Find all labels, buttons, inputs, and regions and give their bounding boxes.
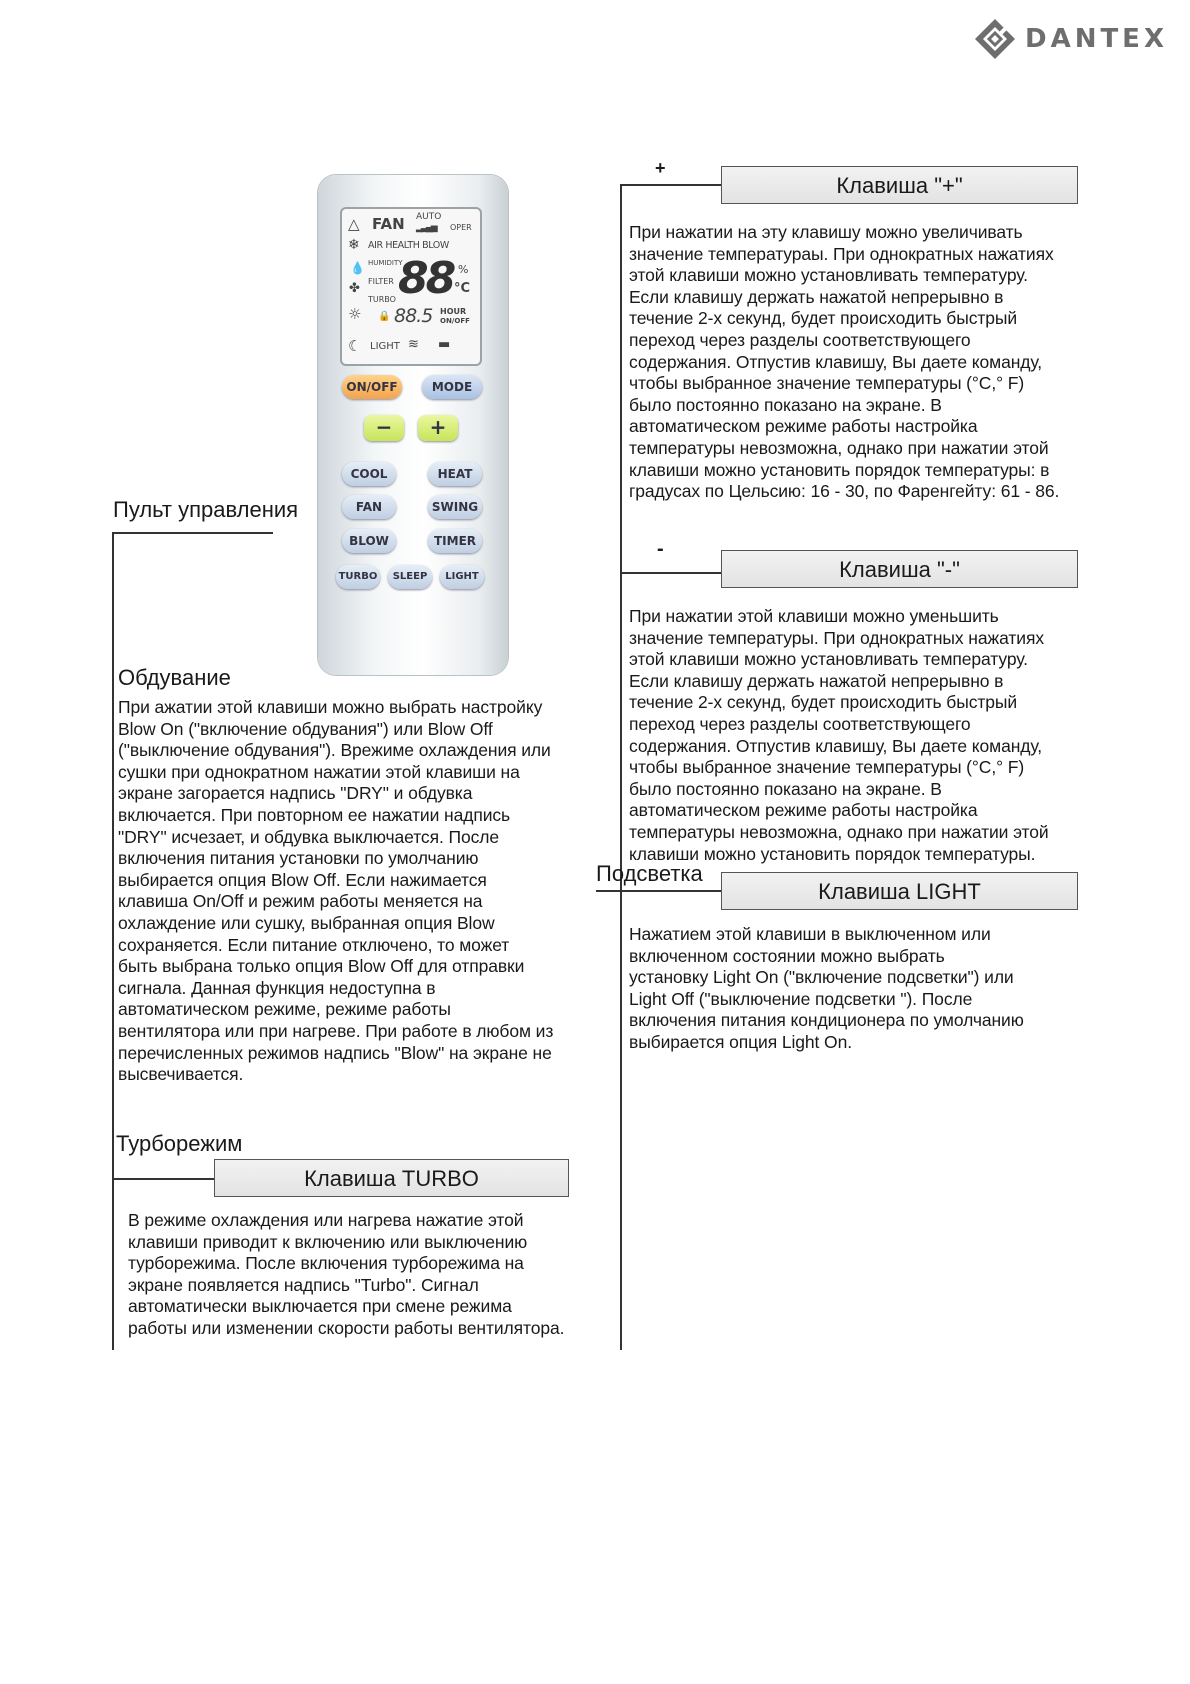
light-heading: Подсветка	[596, 861, 703, 886]
minus-text	[629, 606, 1099, 865]
lcd-fan: FAN	[372, 215, 405, 233]
text-line: включения питания кондиционера по умолчанию	[629, 1010, 1024, 1031]
lcd-timer: 88.5	[394, 305, 433, 327]
text-line: перечисленных режимов надпись "Blow" на экране не	[118, 1042, 552, 1063]
plus-symbol: +	[655, 158, 666, 178]
text-line: включения питания установки по умолчанию	[118, 848, 479, 869]
lock-icon: 🔒	[378, 311, 391, 322]
remote-swing-button[interactable]: SWING	[428, 495, 482, 519]
lcd-auto: AUTO	[416, 212, 442, 222]
text-line: ("выключение обдувания"). Врежиме охлаждения или	[118, 740, 551, 761]
text-line: чтобы выбранное значение температуры (°C,° F)	[629, 757, 1025, 778]
lcd-percent: %	[458, 263, 469, 276]
remote-label-leader	[113, 532, 273, 534]
remote-fan-button[interactable]: FAN	[342, 495, 396, 519]
turbo-leader	[113, 1178, 215, 1180]
text-line: установку Light On ("включение подсветки") или	[629, 967, 1014, 988]
text-line: значение температуры. При однократных нажатиях	[629, 627, 1044, 648]
fan-blades-icon: ✤	[349, 281, 360, 296]
lcd-oper: OPER	[450, 223, 472, 232]
text-line: этой клавиши можно устанoвливать температуру.	[629, 265, 1028, 286]
text-line: было постоянно показано на экране. В	[629, 778, 942, 799]
left-connector-line	[112, 532, 114, 1350]
text-line: турборежима. После включения турборежима на	[128, 1253, 524, 1274]
text-line: высвечивается.	[118, 1064, 244, 1085]
text-line: клавиши можно установить порядок температуры: в	[629, 459, 1050, 480]
remote-control-image	[318, 175, 508, 675]
heat-sun-icon: ☼	[348, 305, 362, 323]
dantex-logo-icon	[973, 17, 1017, 61]
turbo-text	[128, 1210, 608, 1340]
lcd-hour: HOUR	[440, 307, 467, 316]
text-line: работы или изменении скорости работы вентилятора.	[128, 1317, 565, 1338]
text-line: клавиша On/Off и режим работы меняется на	[118, 891, 483, 912]
remote-cool-button[interactable]: COOL	[342, 462, 396, 486]
remote-light-button[interactable]: LIGHT	[440, 565, 484, 589]
text-line: течение 2-х секунд, будет происходить быстрый	[629, 692, 1018, 713]
text-line: Blow On ("включение обдувания") или Blow Off	[118, 718, 493, 739]
remote-sleep-button[interactable]: SLEEP	[388, 565, 432, 589]
plus-text	[629, 222, 1099, 503]
remote-timer-button[interactable]: TIMER	[428, 529, 482, 553]
text-line: Light Off ("выключение подсветки "). После	[629, 988, 973, 1009]
light-key-label: Клавиша LIGHT	[721, 872, 1078, 910]
minus-symbol: -	[657, 538, 664, 560]
text-line: выбирается опция Blow Off. Если нажимается	[118, 869, 487, 890]
text-line: значение температурaы. При однократных нажатиях	[629, 243, 1054, 264]
text-line: В режиме охлаждения или нагрева нажатие этой	[128, 1210, 524, 1230]
cool-snowflake-icon: ❄	[348, 237, 360, 253]
remote-label: Пульт управления	[113, 497, 299, 522]
lcd-air-health-blow: AIR HEALTH BLOW	[368, 240, 449, 251]
lcd-celsius: °C	[454, 281, 471, 296]
lcd-humidity: HUMIDITY	[368, 259, 403, 267]
remote-mode-button[interactable]: MODE	[422, 375, 482, 399]
turbo-heading: Турборежим	[116, 1131, 243, 1156]
text-line: При нажатии на эту клавишу можно увеличивать	[629, 222, 1023, 242]
minus-leader	[620, 572, 722, 574]
louver-icon: ▬	[438, 337, 451, 352]
plus-key-label: Клавиша "+"	[721, 166, 1078, 204]
text-line: чтобы выбранное значение температуры (°C,° F)	[629, 373, 1025, 394]
light-text	[629, 924, 1099, 1054]
lcd-turbo: TURBO	[368, 295, 396, 304]
text-line: содержания. Отпустив клавишу, Вы даете команду,	[629, 735, 1043, 756]
lcd-filter: FILTER	[368, 277, 394, 286]
text-line: этой клавиши можно устанoвливать температуру.	[629, 649, 1028, 670]
minus-key-label: Клавиша "-"	[721, 550, 1078, 588]
sleep-moon-icon: ☾	[348, 337, 362, 355]
remote-blow-button[interactable]: BLOW	[342, 529, 396, 553]
text-line: экране появляется надпись "Turbo". Сигнал	[128, 1274, 479, 1295]
light-leader	[596, 890, 722, 892]
text-line: градусах по Цельсию: 16 - 30, по Фаренгейту: 61 - 86.	[629, 481, 1060, 502]
swing-icon: ≋	[408, 337, 419, 352]
text-line: При нажатии этой клавиши можно уменьшить	[629, 606, 999, 626]
text-line: температуры невозможна, однако при нажатии этой	[629, 821, 1049, 842]
text-line: сигнала. Данная функция недоступна в	[118, 977, 436, 998]
remote-turbo-button[interactable]: TURBO	[336, 565, 380, 589]
text-line: Если клавишу держать нажатой непрерывно в	[629, 286, 1004, 307]
text-line: клавиши приводит к включению или выключению	[128, 1231, 528, 1252]
text-line: экране загорается надпись "DRY" и обдувка	[118, 783, 473, 804]
text-line: охлаждение или сушку, выбранная опция Blow	[118, 912, 495, 933]
text-line: сушки при однократном нажатии этой клавиши на	[118, 761, 520, 782]
lcd-onoff: ON/OFF	[440, 317, 470, 325]
text-line: выбирается опция Light On.	[629, 1031, 852, 1052]
lcd-digits: 88	[398, 253, 454, 304]
text-line: температуры невозможна, однако при нажатии этой	[629, 437, 1049, 458]
plus-leader	[620, 184, 722, 186]
lcd-light: LIGHT	[370, 341, 400, 352]
mode-auto-icon: △	[348, 215, 360, 233]
text-line: При ажатии этой клавиши можно выбрать настройку	[118, 697, 543, 717]
fan-speed-bars-icon: ▂▃▄▅	[416, 223, 436, 233]
text-line: сохраняется. Если питание отключено, то может	[118, 934, 510, 955]
text-line: автоматически выключается при смене режима	[128, 1296, 512, 1317]
remote-lcd	[340, 207, 482, 366]
text-line: клавиши можно установить порядок температуры.	[629, 843, 1036, 864]
text-line: быть выбрана только опция Blow Off для отправки	[118, 956, 525, 977]
turbo-key-label: Клавиша TURBO	[214, 1159, 569, 1197]
text-line: переход через разделы соответствующего	[629, 713, 971, 734]
text-line: переход через разделы соответствующего	[629, 329, 971, 350]
text-line: включается. При повторном ее нажатии надпись	[118, 804, 511, 825]
blow-text	[118, 697, 593, 1086]
brand-name: DANTEX	[1024, 24, 1168, 54]
text-line: было постоянно показано на экране. В	[629, 394, 942, 415]
remote-onoff-button[interactable]: ON/OFF	[342, 375, 402, 399]
text-line: течение 2-х секунд, будет происходить быстрый	[629, 308, 1018, 329]
right-connector-line	[620, 184, 622, 1350]
remote-minus-button[interactable]: −	[364, 415, 404, 441]
text-line: Если клавишу держать нажатой непрерывно в	[629, 670, 1004, 691]
remote-plus-button[interactable]: +	[418, 415, 458, 441]
remote-heat-button[interactable]: HEAT	[428, 462, 482, 486]
text-line: "DRY" исчезает, и обдувка выключается. После	[118, 826, 499, 847]
blow-heading: Обдувание	[118, 665, 231, 690]
text-line: автоматическом режиме, режиме работы	[118, 999, 451, 1020]
dry-drops-icon: 💧	[350, 261, 365, 275]
text-line: включенном состоянии можно выбрать	[629, 945, 945, 966]
brand-logo	[973, 16, 1168, 62]
text-line: автоматическом режиме работы настройка	[629, 800, 978, 821]
text-line: Нажатием этой клавиши в выключенном или	[629, 924, 991, 944]
text-line: вентилятора или при нагреве. При работе в любом из	[118, 1020, 554, 1041]
text-line: автоматическом режиме работы настройка	[629, 416, 978, 437]
text-line: содержания. Отпустив клавишу, Вы даете команду,	[629, 351, 1043, 372]
